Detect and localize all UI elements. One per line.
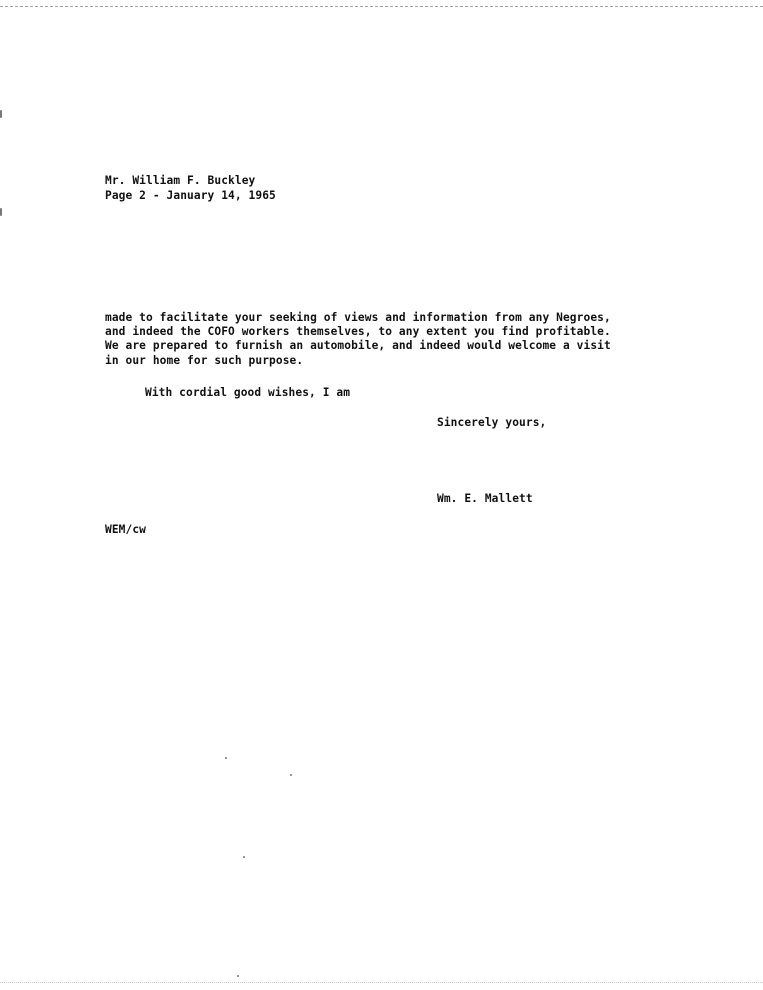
margin-mark-left-upper xyxy=(0,110,2,118)
scan-speck xyxy=(225,757,227,759)
bottom-edge-border xyxy=(0,982,763,983)
scan-speck xyxy=(237,975,239,977)
body-line-2: and indeed the COFO workers themselves, to any extent you find profitable. xyxy=(105,325,611,338)
recipient-name: Mr. William F. Buckley xyxy=(105,174,256,187)
scan-speck xyxy=(243,856,245,858)
page-date-line: Page 2 - January 14, 1965 xyxy=(105,189,276,202)
margin-mark-left-lower xyxy=(0,208,2,216)
scan-speck xyxy=(290,774,292,776)
body-line-1: made to facilitate your seeking of views and information from any Negroes, xyxy=(105,311,611,324)
closing-paragraph: With cordial good wishes, I am xyxy=(145,386,351,399)
body-line-3: We are prepared to furnish an automobile, and indeed would welcome a visit xyxy=(105,339,611,352)
body-line-4: in our home for such purpose. xyxy=(105,354,304,367)
reference-initials: WEM/cw xyxy=(105,523,147,536)
complimentary-close: Sincerely yours, xyxy=(437,416,547,429)
top-edge-border xyxy=(0,0,763,7)
signer-name: Wm. E. Mallett xyxy=(437,492,533,505)
